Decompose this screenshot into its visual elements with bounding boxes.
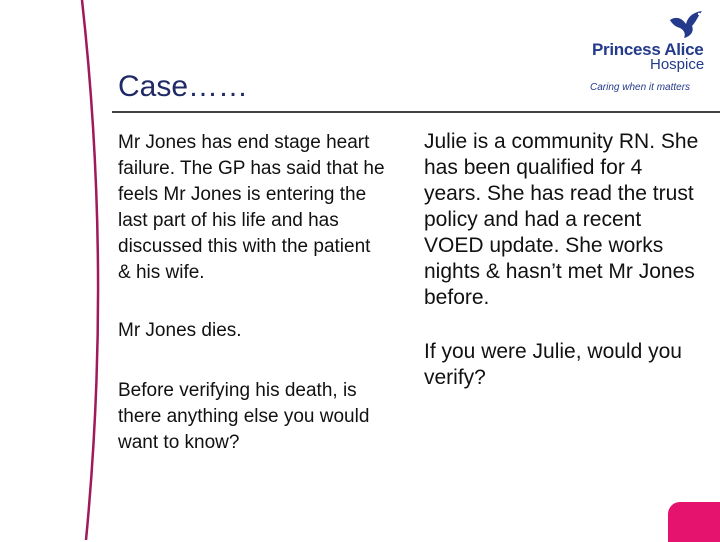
dove-icon	[668, 10, 704, 40]
title-divider	[112, 111, 720, 113]
case-question: Before verifying his death, is there anything else you would want to know?	[118, 380, 370, 453]
case-event: Mr Jones dies.	[118, 320, 242, 341]
princess-alice-hospice-logo	[588, 10, 714, 96]
logo-name-line2: Hospice	[650, 56, 705, 73]
case-description: Mr Jones has end stage heart failure. The GP has said that he feels Mr Jones is entering the last part of his life and has discussed this with the patient & his wife.	[118, 132, 385, 283]
slide-title: Case……	[118, 70, 249, 103]
logo-tagline: Caring when it matters	[590, 82, 691, 93]
decorative-curve	[0, 0, 120, 540]
nurse-description: Julie is a community RN. She has been qualified for 4 years. She has read the trust policy and had a recent VOED update. She works nights & hasn’t met Mr Jones before.	[424, 130, 699, 309]
nurse-question: If you were Julie, would you verify?	[424, 340, 682, 389]
accent-tab	[668, 502, 720, 542]
left-column	[118, 130, 388, 456]
right-column	[424, 129, 704, 391]
logo-name-line1: Princess Alice	[592, 40, 704, 59]
